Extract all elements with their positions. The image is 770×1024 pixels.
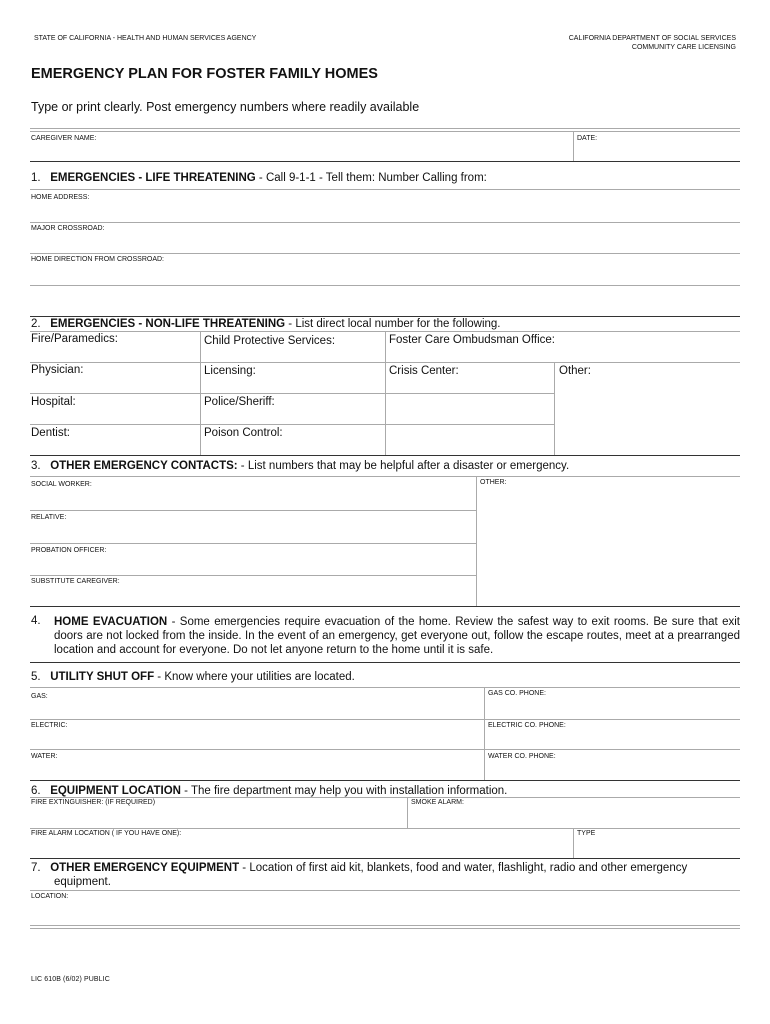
instructions: Type or print clearly. Post emergency numbers where readily available bbox=[31, 100, 420, 114]
probation-officer-label: PROBATION OFFICER: bbox=[31, 547, 107, 554]
other-contact-label: OTHER: bbox=[480, 479, 507, 486]
physician-label: Physician: bbox=[31, 364, 84, 376]
water-phone-label: WATER CO. PHONE: bbox=[488, 753, 556, 760]
section-3-heading: 3. OTHER EMERGENCY CONTACTS: - List numbers that may be helpful after a disaster or emergency. bbox=[31, 460, 570, 472]
child-protective-label: Child Protective Services: bbox=[204, 335, 336, 347]
type-label: TYPE bbox=[577, 830, 596, 837]
major-crossroad-label: MAJOR CROSSROAD: bbox=[31, 225, 105, 232]
section-7-heading: 7. OTHER EMERGENCY EQUIPMENT - Location of first aid kit, blankets, food and water, flashlight, radio and other emergency bbox=[31, 862, 688, 874]
fire-paramedics-label: Fire/Paramedics: bbox=[31, 333, 118, 345]
social-worker-label: SOCIAL WORKER: bbox=[31, 481, 92, 488]
agency-right-2: COMMUNITY CARE LICENSING bbox=[631, 44, 736, 51]
fire-alarm-location-label: FIRE ALARM LOCATION ( IF YOU HAVE ONE): bbox=[31, 830, 182, 837]
gas-label: GAS: bbox=[31, 693, 48, 700]
agency-left: STATE OF CALIFORNIA - HEALTH AND HUMAN SERVICES AGENCY bbox=[34, 35, 257, 42]
dentist-label: Dentist: bbox=[31, 427, 70, 439]
water-label: WATER: bbox=[31, 753, 58, 760]
section-6-heading: 6. EQUIPMENT LOCATION - The fire department may help you with installation information. bbox=[31, 785, 508, 797]
electric-phone-label: ELECTRIC CO. PHONE: bbox=[488, 722, 566, 729]
smoke-alarm-label: SMOKE ALARM: bbox=[411, 799, 464, 806]
substitute-caregiver-label: SUBSTITUTE CAREGIVER: bbox=[31, 578, 120, 585]
section-4-num: 4. bbox=[31, 615, 41, 627]
section-1-heading: 1. EMERGENCIES - LIFE THREATENING - Call 9-1-1 - Tell them: Number Calling from: bbox=[31, 172, 487, 184]
form-title: EMERGENCY PLAN FOR FOSTER FAMILY HOMES bbox=[31, 66, 378, 82]
licensing-label: Licensing: bbox=[204, 365, 256, 377]
agency-right-1: CALIFORNIA DEPARTMENT OF SOCIAL SERVICES bbox=[568, 35, 736, 42]
home-address-label: HOME ADDRESS: bbox=[31, 194, 90, 201]
gas-phone-label: GAS CO. PHONE: bbox=[488, 690, 546, 697]
ombudsman-label: Foster Care Ombudsman Office: bbox=[389, 334, 555, 346]
section-7-heading-cont: equipment. bbox=[54, 876, 111, 888]
date-label: DATE: bbox=[577, 135, 598, 142]
hospital-label: Hospital: bbox=[31, 396, 76, 408]
caregiver-name-label: CAREGIVER NAME: bbox=[31, 135, 97, 142]
home-direction-label: HOME DIRECTION FROM CROSSROAD: bbox=[31, 256, 165, 263]
section-4-heading: HOME EVACUATION - Some emergencies require evacuation of the home. Review the safest way to exit rooms. Be sure that exit doors are not locked from the inside. In the event of an emergency, get everyone out, follow the escape routes, meet at a prearranged location and account for everyone. Do not let anyone return to the home until it is safe. bbox=[54, 616, 740, 656]
section-5-heading: 5. UTILITY SHUT OFF - Know where your utilities are located. bbox=[31, 671, 355, 683]
relative-label: RELATIVE: bbox=[31, 514, 67, 521]
crisis-center-label: Crisis Center: bbox=[389, 365, 459, 377]
poison-control-label: Poison Control: bbox=[204, 427, 283, 439]
electric-label: ELECTRIC: bbox=[31, 722, 68, 729]
location-label: LOCATION: bbox=[31, 893, 69, 900]
form-number: LIC 610B (6/02) PUBLIC bbox=[31, 976, 110, 983]
section-2-heading: 2. EMERGENCIES - NON-LIFE THREATENING - List direct local number for the following. bbox=[31, 318, 501, 330]
fire-extinguisher-label: FIRE EXTINGUISHER: (IF REQUIRED) bbox=[31, 799, 156, 806]
other-label: Other: bbox=[559, 365, 591, 377]
police-sheriff-label: Police/Sheriff: bbox=[204, 396, 275, 408]
